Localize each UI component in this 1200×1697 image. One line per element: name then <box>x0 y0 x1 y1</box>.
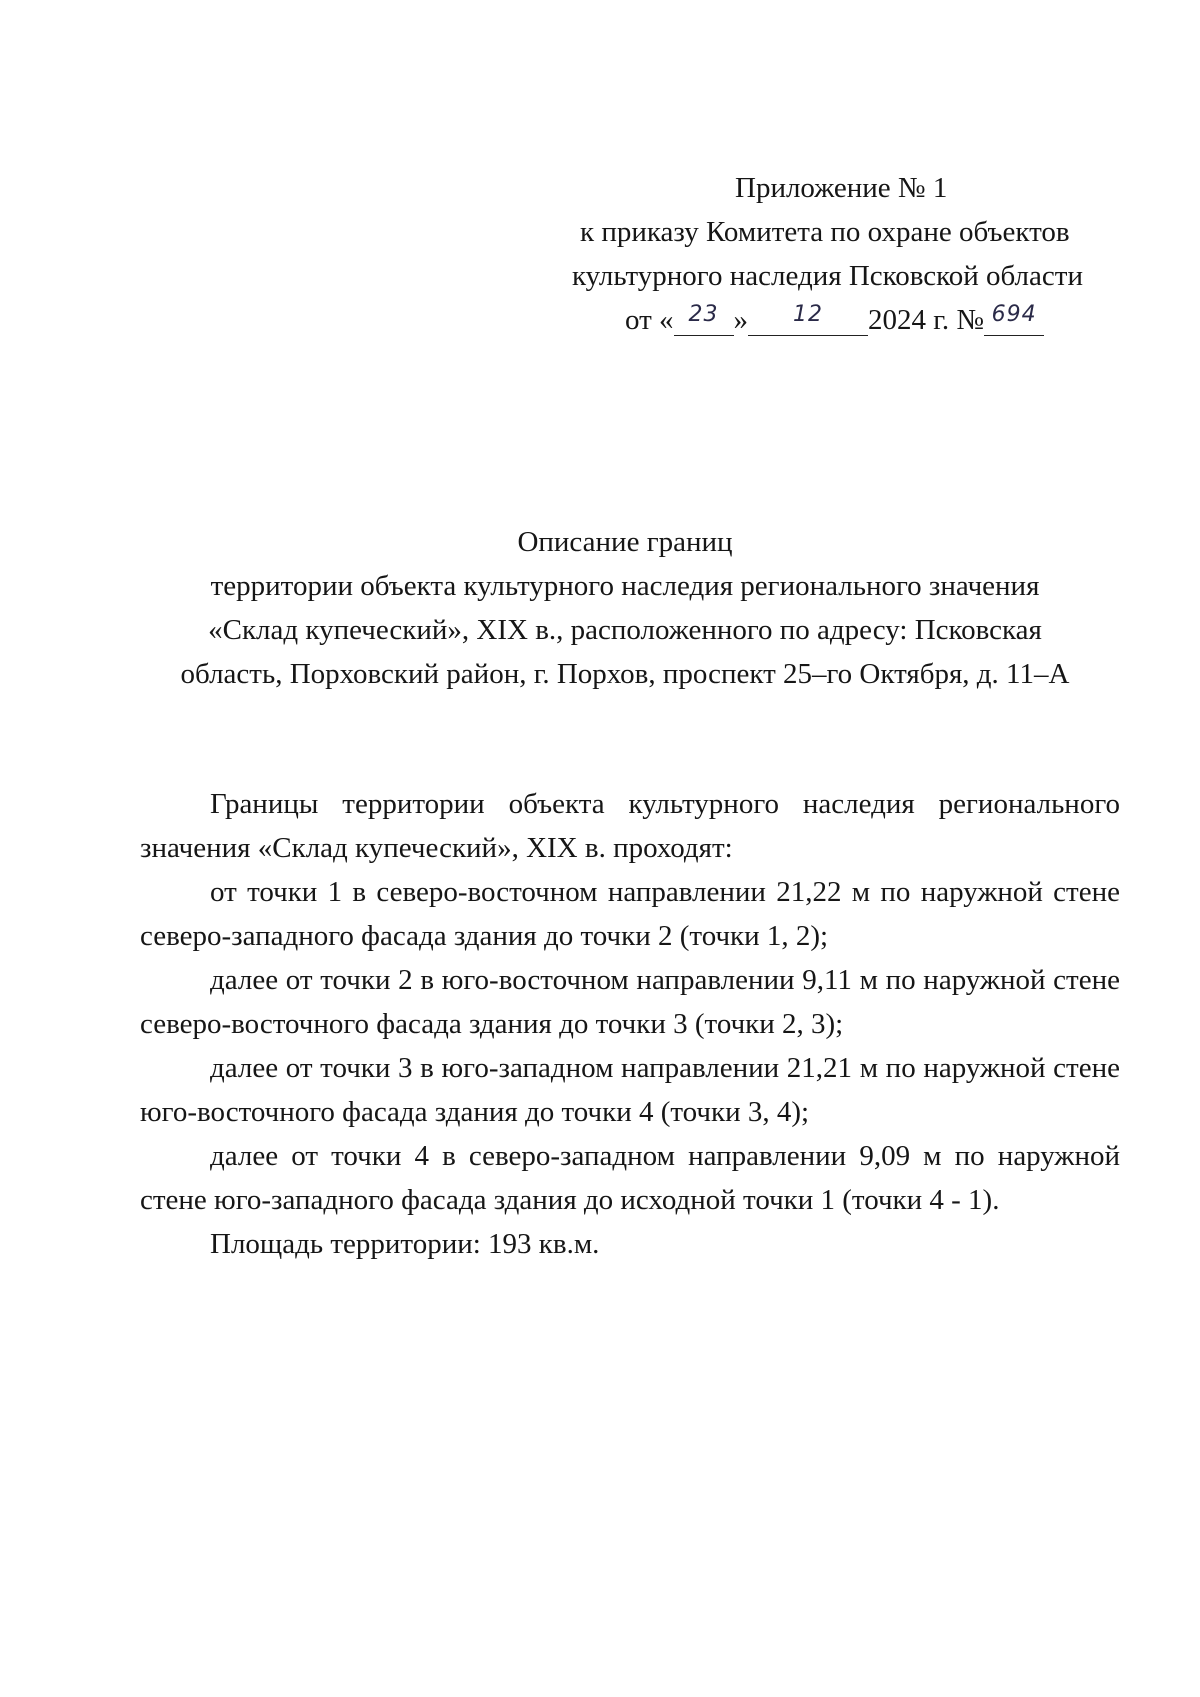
appendix-committee: культурного наследия Псковской области <box>572 260 1083 292</box>
date-year-label: 2024 г. № <box>868 304 985 336</box>
date-day-handwritten: 23 <box>688 302 719 327</box>
boundary-segment-2: далее от точки 2 в юго-восточном направлении 9,11 м по наружной стене северо-восточного фасада здания до точки 3 (точки 2, 3); <box>140 964 1120 1040</box>
date-month-handwritten: 12 <box>793 302 824 327</box>
title-line-1: Описание границ <box>517 526 733 558</box>
boundary-segment-4: далее от точки 4 в северо-западном направлении 9,09 м по наружной стене юго-западного фасада здания до исходной точки 1 (точки 4 - 1). <box>140 1140 1120 1216</box>
intro-paragraph: Границы территории объекта культурного наследия регионального значения «Склад купеческий», XIX в. проходят: <box>140 788 1120 864</box>
appendix-date-line <box>560 298 1120 342</box>
date-prefix: от « <box>625 304 674 336</box>
appendix-order-ref: к приказу Комитета по охране объектов <box>580 216 1070 248</box>
date-day-field <box>674 302 734 336</box>
title-line-3: «Склад купеческий», XIX в., расположенного по адресу: Псковская <box>208 614 1042 646</box>
territory-area: Площадь территории: 193 кв.м. <box>210 1228 600 1260</box>
order-number-handwritten: 694 <box>991 302 1037 327</box>
boundary-segment-1: от точки 1 в северо-восточном направлении 21,22 м по наружной стене северо-западного фасада здания до точки 2 (точки 1, 2); <box>140 876 1120 952</box>
appendix-header <box>560 166 1120 342</box>
title-line-4: область, Порховский район, г. Порхов, проспект 25–го Октября, д. 11–А <box>180 658 1070 690</box>
boundary-segment-3: далее от точки 3 в юго-западном направлении 21,21 м по наружной стене юго-восточного фасада здания до точки 4 (точки 3, 4); <box>140 1052 1120 1128</box>
document-title <box>130 520 1120 696</box>
appendix-number: Приложение № 1 <box>735 172 948 204</box>
date-month-field <box>748 302 868 336</box>
order-number-field <box>984 302 1044 336</box>
document-body <box>140 782 1120 1266</box>
date-quote-close: » <box>733 304 749 336</box>
title-line-2: территории объекта культурного наследия регионального значения <box>210 570 1040 602</box>
